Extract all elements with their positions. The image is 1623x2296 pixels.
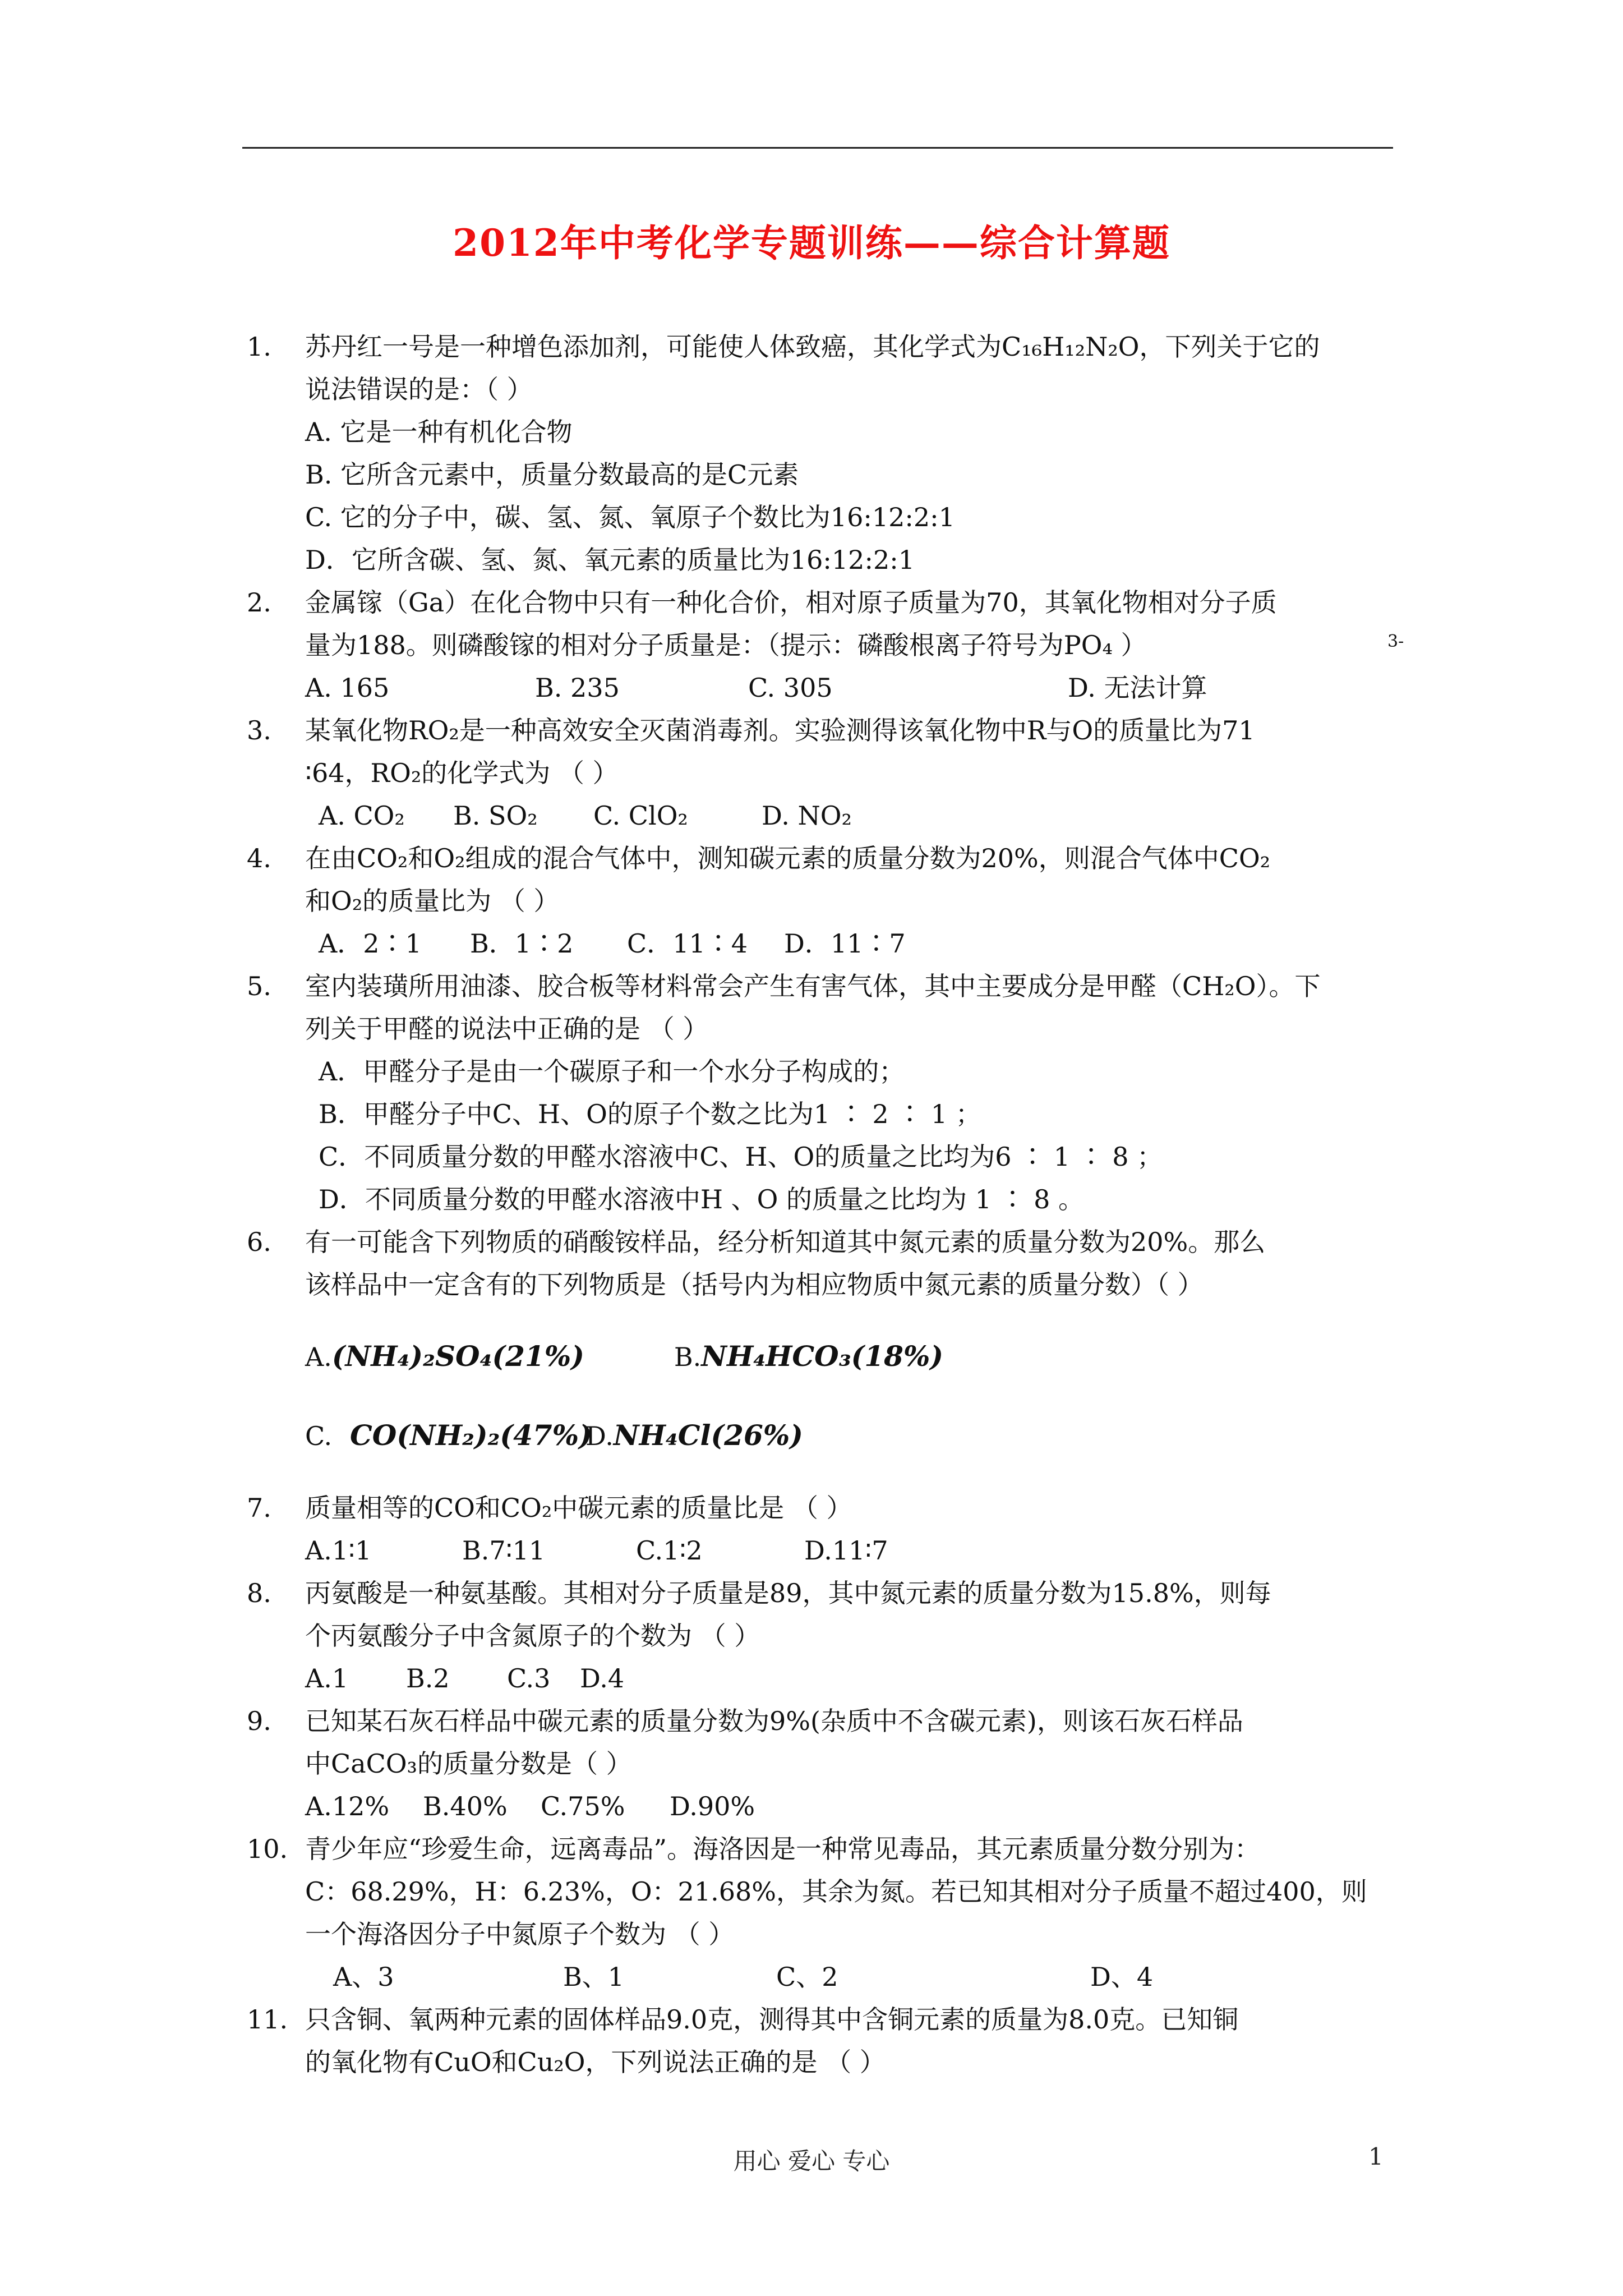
option-b-formula: NH₄HCO₃(18%) bbox=[701, 1340, 944, 1373]
option-a: A、3 bbox=[333, 1962, 394, 1992]
option-a: A. CO₂ bbox=[319, 800, 405, 831]
question-number: 6. bbox=[247, 1227, 271, 1257]
option-c: C.75% bbox=[541, 1791, 625, 1821]
question-text: 室内装璜所用油漆、胶合板等材料常会产生有害气体，其中主要成分是甲醛（CH₂O）。下 bbox=[305, 971, 1321, 1001]
option-b: B．甲醛分子中C、H、O的原子个数之比为1 ∶ 2 ∶ 1 ； bbox=[319, 1099, 981, 1129]
option-c-label: C. bbox=[305, 1421, 333, 1451]
option-c: C. 它的分子中，碳、氢、氮、氧原子个数比为16:12:2:1 bbox=[305, 502, 955, 532]
question-number: 3. bbox=[247, 715, 271, 746]
question-text: 苏丹红一号是一种增色添加剂，可能使人体致癌，其化学式为C₁₆H₁₂N₂O，下列关于它的 bbox=[305, 332, 1320, 362]
option-d: D. NO₂ bbox=[762, 800, 852, 831]
option-d: D.90% bbox=[670, 1791, 755, 1821]
option-b: B、1 bbox=[563, 1962, 625, 1992]
option-c: C、2 bbox=[776, 1962, 838, 1992]
question-text: 列关于甲醛的说法中正确的是 （ ） bbox=[305, 1014, 709, 1044]
option-b: B．1∶2 bbox=[470, 928, 574, 959]
question-number: 10. bbox=[247, 1834, 288, 1864]
question-text: 和O₂的质量比为 （ ） bbox=[305, 886, 560, 916]
question-text: 某氧化物RO₂是一种高效安全灭菌消毒剂。实验测得该氧化物中R与O的质量比为71 bbox=[305, 715, 1255, 746]
option-d: D.11∶7 bbox=[804, 1535, 888, 1566]
question-text: ∶64，RO₂的化学式为 （ ） bbox=[305, 758, 619, 788]
question-number: 11. bbox=[247, 2004, 288, 2035]
question-3 bbox=[247, 709, 1430, 837]
option-b-label: B. bbox=[674, 1342, 702, 1372]
option-b: B. SO₂ bbox=[453, 800, 538, 831]
question-text: 在由CO₂和O₂组成的混合气体中，测知碳元素的质量分数为20%，则混合气体中CO₂ bbox=[305, 843, 1271, 873]
option-c: C.1∶2 bbox=[636, 1535, 703, 1566]
question-text: 丙氨酸是一种氨基酸。其相对分子质量是89，其中氮元素的质量分数为15.8%，则每 bbox=[305, 1578, 1271, 1608]
option-d: D．不同质量分数的甲醛水溶液中H 、O 的质量之比均为 1 ∶ 8 。 bbox=[319, 1184, 1084, 1214]
option-b: B. 235 bbox=[535, 673, 620, 703]
option-d: D.4 bbox=[580, 1663, 625, 1694]
option-a-label: A. bbox=[305, 1342, 332, 1372]
option-a: A．2∶1 bbox=[319, 928, 422, 959]
option-b: B. 它所含元素中，质量分数最高的是C元素 bbox=[305, 459, 799, 490]
question-number: 2. bbox=[247, 587, 271, 618]
option-c: C.3 bbox=[507, 1663, 551, 1694]
option-b: B.2 bbox=[406, 1663, 450, 1694]
option-d-formula: NH₄Cl(26%) bbox=[613, 1419, 803, 1452]
option-d: D．11∶7 bbox=[784, 928, 906, 959]
option-a-formula: (NH₄)₂SO₄(21%) bbox=[331, 1340, 584, 1373]
question-text: 质量相等的CO和CO₂中碳元素的质量比是 （ ） bbox=[305, 1493, 852, 1523]
question-5 bbox=[247, 965, 1430, 1221]
option-d-label: D. bbox=[585, 1421, 614, 1451]
question-2 bbox=[247, 581, 1430, 709]
option-d: D、4 bbox=[1090, 1962, 1154, 1992]
question-text: 已知某石灰石样品中碳元素的质量分数为9%(杂质中不含碳元素)，则该石灰石样品 bbox=[305, 1706, 1243, 1736]
option-c: C．不同质量分数的甲醛水溶液中C、H、O的质量之比均为6 ∶ 1 ∶ 8 ； bbox=[319, 1142, 1163, 1172]
question-8 bbox=[247, 1572, 1430, 1700]
question-text: 金属镓（Ga）在化合物中只有一种化合价，相对原子质量为70，其氧化物相对分子质 bbox=[305, 587, 1277, 618]
option-c: C．11∶4 bbox=[627, 928, 748, 959]
option-a: A.12% bbox=[305, 1791, 390, 1821]
question-number: 1. bbox=[247, 332, 271, 362]
option-a: A.1∶1 bbox=[305, 1535, 372, 1566]
question-10 bbox=[247, 1828, 1430, 1998]
question-text: 的氧化物有CuO和Cu₂O，下列说法正确的是 （ ） bbox=[305, 2047, 886, 2077]
question-text: 有一可能含下列物质的硝酸铵样品，经分析知道其中氮元素的质量分数为20%。那么 bbox=[305, 1227, 1266, 1257]
question-list bbox=[247, 325, 1430, 2083]
question-text: 只含铜、氧两种元素的固体样品9.0克，测得其中含铜元素的质量为8.0克。已知铜 bbox=[305, 2004, 1239, 2035]
question-text: 一个海洛因分子中氮原子个数为 （ ） bbox=[305, 1919, 735, 1949]
header-rule bbox=[242, 147, 1393, 149]
option-a: A．甲醛分子是由一个碳原子和一个水分子构成的； bbox=[319, 1056, 905, 1087]
question-text: 说法错误的是：（ ） bbox=[305, 374, 533, 404]
question-4 bbox=[247, 837, 1430, 965]
question-11 bbox=[247, 1998, 1430, 2083]
page-number: 1 bbox=[1368, 2143, 1384, 2170]
option-a: A.1 bbox=[305, 1663, 349, 1694]
option-a: A. 165 bbox=[305, 673, 390, 703]
question-1 bbox=[247, 325, 1430, 581]
question-text: 该样品中一定含有的下列物质是（括号内为相应物质中氮元素的质量分数）（ ） bbox=[305, 1269, 1204, 1300]
question-number: 7. bbox=[247, 1493, 271, 1523]
question-7 bbox=[247, 1487, 1430, 1572]
option-d: D. 无法计算 bbox=[1068, 673, 1207, 703]
question-text: 中CaCO₃的质量分数是（ ） bbox=[305, 1749, 632, 1779]
question-number: 9. bbox=[247, 1706, 271, 1736]
question-number: 8. bbox=[247, 1578, 271, 1608]
question-6 bbox=[247, 1221, 1430, 1464]
option-c-formula: CO(NH₂)₂(47%) bbox=[350, 1419, 592, 1452]
ion-charge-superscript: 3- bbox=[1387, 632, 1404, 651]
question-number: 4. bbox=[247, 843, 271, 873]
question-9 bbox=[247, 1700, 1430, 1828]
question-text: C：68.29%，H：6.23%，O：21.68%，其余为氮。若已知其相对分子质量不超过400，则 bbox=[305, 1876, 1367, 1907]
option-b: B.40% bbox=[423, 1791, 508, 1821]
page-footer: 用心 爱心 专心 bbox=[733, 2147, 890, 2175]
option-a: A. 它是一种有机化合物 bbox=[305, 417, 573, 447]
question-text: 青少年应“珍爱生命，远离毒品”。海洛因是一种常见毒品，其元素质量分数分别为： bbox=[305, 1834, 1261, 1864]
option-b: B.7∶11 bbox=[462, 1535, 546, 1566]
question-text: 量为188。则磷酸镓的相对分子质量是：（提示：磷酸根离子符号为PO₄ ） bbox=[305, 630, 1147, 660]
option-d: D．它所含碳、氢、氮、氧元素的质量比为16:12:2:1 bbox=[305, 545, 915, 575]
question-number: 5. bbox=[247, 971, 271, 1001]
page-title: 2012年中考化学专题训练——综合计算题 bbox=[453, 221, 1170, 265]
option-c: C. 305 bbox=[748, 673, 833, 703]
option-c: C. ClO₂ bbox=[593, 800, 688, 831]
question-text: 个丙氨酸分子中含氮原子的个数为 （ ） bbox=[305, 1621, 760, 1651]
